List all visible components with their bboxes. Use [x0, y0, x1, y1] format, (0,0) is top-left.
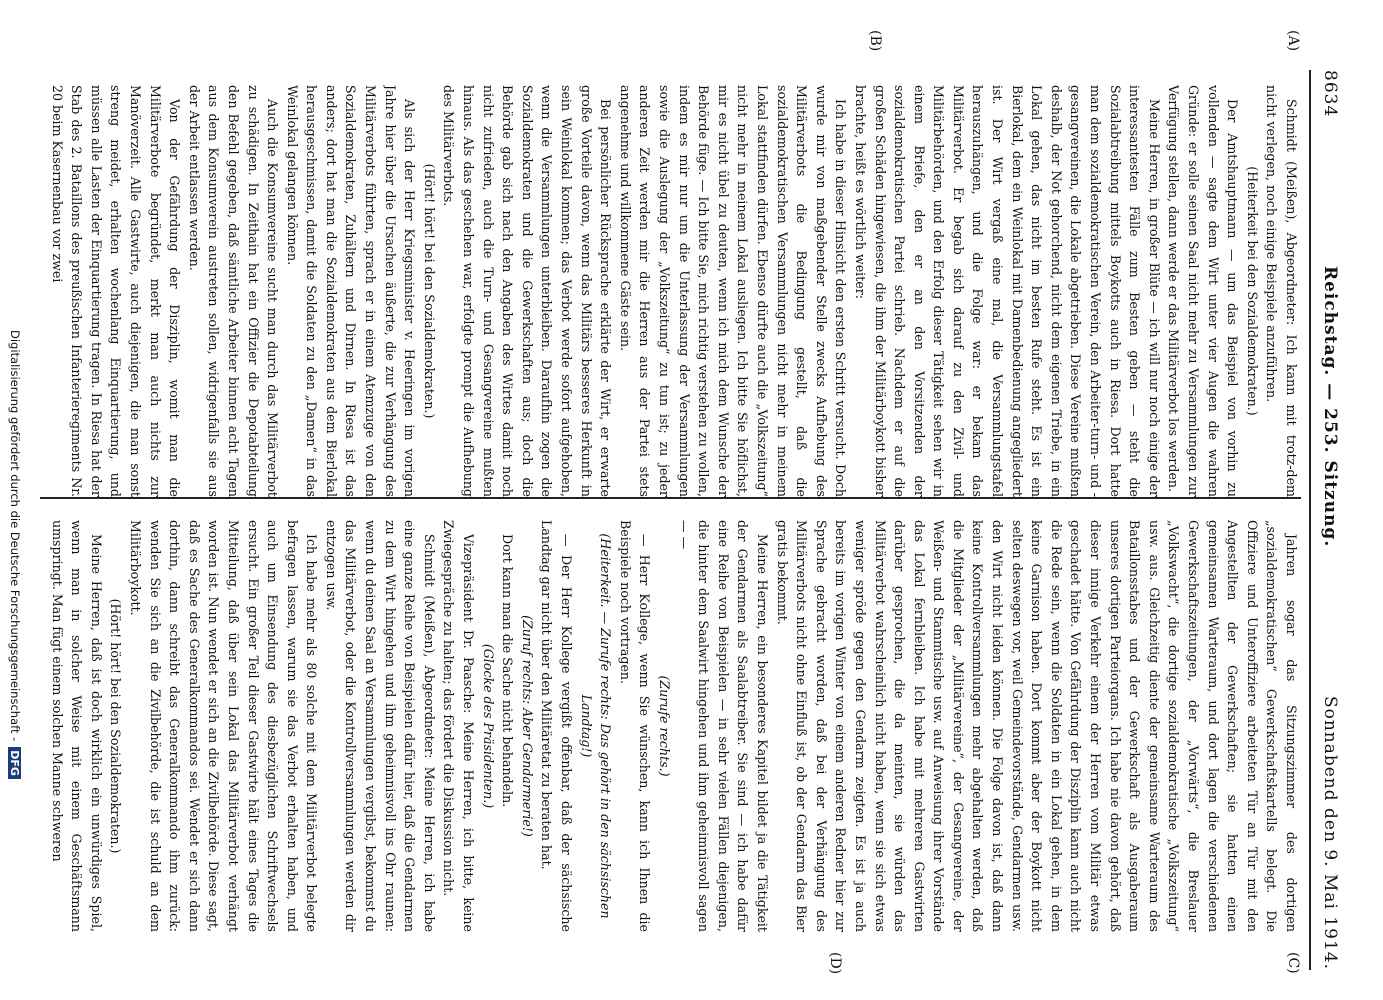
left-text-column: [40, 85, 1301, 497]
header-title: Reichstag. — 253. Sitzung.: [1320, 265, 1340, 548]
left-column-paragraph: Bei persönlicher Rücksprache erklärte der Wirt, er erwarte große Vorteile davon, wenn das Militärs besseres Herkunft in sein Weinlokal kommen; das Verbot werde sofort aufgehoben, wenn die Versammlungen unterbleiben. Daraufhin zogen die Sozialdemokraten und die Gewerkschaften aus; doch die Behörde gab sich nach den Angaben des Wirtes damit noch nicht zufrieden, auch die Turn- und Gesangvereine mußten hinaus. Als das geschehen war, erfolgte prompt die Aufhebung des Militärverbots.: [441, 85, 614, 497]
left-column-paragraph: Auch die Konsumvereine sucht man durch das Militärverbot zu schädigen. In Zeithain hat ein Offizier die Depotabteilung den Befehl gegeben, daß sämtliche Arbeiter binnen acht Tagen aus dem Konsumverein austreten sollen, widrigenfalls sie aus der Arbeit entlassen werden.: [186, 85, 281, 497]
left-column-paragraph: (Heiterkeit bei den Sozialdemokraten.): [1244, 166, 1260, 416]
left-column-paragraph: Meine Herren, in großer Blüte — ich will nur noch einige der interessantesten Fälle zum Besten geben — steht die Sozialabtreibung mittels Boykotts auch in Riesa. Dort hatte man dem sozialdemokratischen Verein, den Arbeiter-turn- und -gesangvereinen, die Lokale abgetrieben. Diese Vereine mußten deshalb, der Not gehorchend, nicht dem eigenen Triebe, in ein Lokal gehen, das nicht im besten Rufe steht. Es ist ein Bierlokal, dem ein Weinlokal mit Damenbedienung angegliedert ist. Der Wirt vergaß eine mal, die Versammlungstafel herauszuhängen, und die Folge war: er bekam das Militärverbot. Er begab sich darauf zu den Zivil- und Militärbehörden, und den Erfolg dieser Tätigkeit sehen wir in einem Briefe, den er an den Vorsitzenden der sozialdemokratischen Partei schrieb. Nachdem er auf die großen Schäden hingewiesen, die ihm der Militärboykott bisher brachte, heißt es wörtlich weiter:: [852, 85, 1162, 497]
right-column-paragraph: Ich habe mehr als 80 solche mit dem Militärverbot belegte befragen lassen, warum sie das Verbot erhalten haben, und auch um Einsendung des diesbezüglichen Schriftwechsels ersucht. Ein großer Teil dieser Gastwirte hält eines Tages die Mitteilung, daß über sein Lokal das Militärverbot verhängt worden ist. Nun wendet er sich an die Zivilbehörde. Diese sagt, daß es Sache des Generalkommandos sei. Wendet er sich dann dorthin, dann schreibt das Generalkommando ihm zurück: wenden Sie sich an die Zivilbehörde, die ist schuld an dem Militärboykott.: [127, 520, 320, 932]
right-column-paragraph: — Der Herr Kollege vergißt offenbar, daß der sächsische Landtag gar nicht über den Militäretat zu beraten hat.: [539, 520, 575, 932]
right-column-paragraph: Dort kann man die Sache nicht behandeln.: [500, 534, 516, 808]
right-column-paragraph: (Glocke des Präsidenten.): [480, 643, 496, 809]
header-rule: [1309, 70, 1311, 970]
dfg-logo: DFG: [9, 747, 22, 779]
right-column-paragraph: Meine Herren, daß ist doch wirklich ein unwürdiges Spiel, wenn man in solcher Weise mit einem Geschäftsmann umspringt. Man fügt einem solchen Manne schweren: [49, 520, 104, 932]
column-divider: [40, 497, 1301, 499]
margin-marker-c: (C): [1285, 952, 1301, 974]
header-date: Sonnabend den 9. Mai 1914.: [1320, 695, 1340, 970]
right-column-paragraph: Jahren sogar das Sitzungszimmer des dortigen „sozialdemokratischen“ Gewerkschaftskartells belegt. Die Offiziere und Unteroffiziere arbeiteten Tür an Tür mit den Angestellten der Gewerkschaften; sie hatten einen gemeinsamen Warteraum, und dort lagen die verschiedenen Gewerkschaftszeitungen, der „Vorwärts“, die Breslauer „Volkswacht“, die dortige sozialdemokratische „Volkszeitung“ usw. aus. Gleichzeitig diente der gemeinsame Warteraum des Bataillonsstabes und der Gewerkschaft als Ausgaberaum unseres dortigen Parteiorgans. Ich habe nie davon gehört, daß dieser innige Verkehr einem der Herren vom Militär etwas geschadet hätte. Von Gefährdung der Disziplin kann auch nicht die Rede sein, wenn die Soldaten in ein Lokal gehen, in dem keine Garnison haben. Dort kommt aber der Boykott nicht selten deswegen vor, weil Gemeindevorstände, Gendarmen usw. den Wirt nicht leiden können. Die Folge davon ist, daß dann keine Kontrollversammlungen mehr abgehalten werden, daß die Mitglieder der „Militärvereine“, der Gesangvereine, der Weißen- und Stammtische usw. auf Anweisung ihrer Vorstände das Lokal fernbleiben. Ich habe mit mehreren Gastwirten darüber gesprochen, die da meinten, sie würden das Militärverbot wahrscheinlich nicht haben, wenn sie sich etwas weniger spröde gegen den Gendarm zeigten. Es ist ja auch bereits im vorigen Winter von einem anderen Redner hier zur Sprache gebracht worden, daß bei der Verhängung des Militärverbots nicht ohne Einfluß ist, ob der Gendarm das Bier gratis bekommt.: [774, 520, 1299, 932]
footer-text: Digitalisierung gefördert durch die Deutsche Forschungsgemeinschaft -: [8, 330, 22, 742]
margin-marker-d: (D): [827, 952, 843, 975]
right-column-paragraph: (Hört! hört! bei den Sozialdemokraten.): [108, 598, 124, 854]
page-number: 8634: [1320, 70, 1340, 118]
left-column-paragraph: Von der Gefährdung der Disziplin, womit man die Militärverbote begründet, merkt man auch nichts zur Manöverzeit. Alle Gastwirte, auch diejenigen, die man sonst streng meidet, erhalten wochenlang Einquartierung, und müssen alle Lasten der Einquartierung tragen. In Riesa hat der Stab des 2. Bataillons des preußischen Infanterieregiments Nr. 20 beim Kasernenbau vor zwei: [49, 85, 183, 497]
right-column-paragraph: — Herr Kollege, wenn Sie wünschen, kann ich Ihnen die Beispiele noch vortragen.: [617, 520, 653, 932]
right-column-paragraph: (Zurufe rechts.): [657, 675, 672, 777]
digitization-footer: [0, 0, 30, 990]
left-column-paragraph: (Hört! hört! bei den Sozialdemokraten.): [421, 163, 437, 419]
right-text-column: [40, 520, 1301, 932]
left-column-paragraph: Ich habe in dieser Hinsicht den ersten Schritt versucht. Doch wurde mir von maßgebender Stelle zwecks Aufhebung des Militärverbots die Bedingung gestellt, daß die sozialdemokratischen Versammlungen nicht mehr in meinem Lokal stattfinden dürfen. Ebenso dürfte auch die „Volkszeitung“ nicht mehr in meinem Lokal ausliegen. Ich bitte Sie höflichst, mir es nicht übel zu deuten, wenn ich mich dem Wunsche der Behörde füge. — Ich bitte Sie, mich richtig verstehen zu wollen, indem es mir nur um die Unterlassung der Versammlungen sowie die Auslegung der „Volkszeitung“ zu tun ist; zu jeder anderen Zeit werden mir die Herren aus der Partei stets angenehme und willkommene Gäste sein.: [617, 85, 849, 497]
margin-marker-b: (B): [867, 30, 883, 52]
left-column-paragraph: Als sich der Herr Kriegsminister v. Heeringen im vorigen Jahre hier über die Ursachen äußerte, die zur Verhängung des Militärverbots führten, sprach er in einem Atemzuge von den Sozialdemokraten, Zuhältern und Dirnen. In Riesa ist das anders; dort hat man die Sozialdemokraten aus dem Bierlokal herausgeschmissen, damit die Soldaten zu den „Damen“ in das Weinlokal gelangen können.: [284, 85, 418, 497]
right-column-paragraph: Schmidt (Meißen), Abgeordneter: Meine Herren, ich habe eine ganze Reihe von Beispielen dafür hier, daß die Gendarmen zu dem Wirt hingehen und ihm geheimnisvoll ins Ohr raunen: wenn du deinen Saal an Versammlungen vergibst, bekommst du das Militärverbot, oder die Kontrollversammlungen werden dir entzogen usw.: [323, 520, 437, 932]
right-column-paragraph: Vizepräsident Dr. Paasche: Meine Herren, ich bitte, keine Zwiegespräche zu halten; das fördert die Diskussion nicht.: [441, 520, 477, 932]
left-column-paragraph: Der Amtshauptmann — um das Beispiel von vorhin zu vollenden — sagte dem Wirt unter vier Augen die wahren Gründe: er solle seinen Saal nicht mehr zu Versammlungen zur Verfügung stellen, dann werde er das Militärverbot los werden.: [1166, 85, 1241, 497]
right-column-paragraph: (Heiterkeit. — Zurufe rechts: Das gehört in den sächsischen Landtag!): [578, 533, 614, 919]
right-column-paragraph: (Zuruf rechts: Aber Gendarmerie!): [519, 615, 535, 837]
left-column-paragraph: Schmidt (Meißen), Abgeordneter: Ich kann mit trotz-dem nicht verlegen, noch einige Beispiele anzuführen.: [1264, 85, 1299, 497]
page-header: [1317, 70, 1343, 970]
right-column-paragraph: Meine Herren, ein besonderes Kapitel bildet ja die Tätigkeit der Gendarmen als Saalabtreiber. Sie sind — ich habe dafür eine Reihe von Beispielen — in sehr vielen Fällen diejenigen, die hinter dem Saalwirt hingehen und ihm geheimnisvoll sagen — —: [676, 520, 770, 932]
margin-marker-a: (A): [1285, 30, 1301, 52]
